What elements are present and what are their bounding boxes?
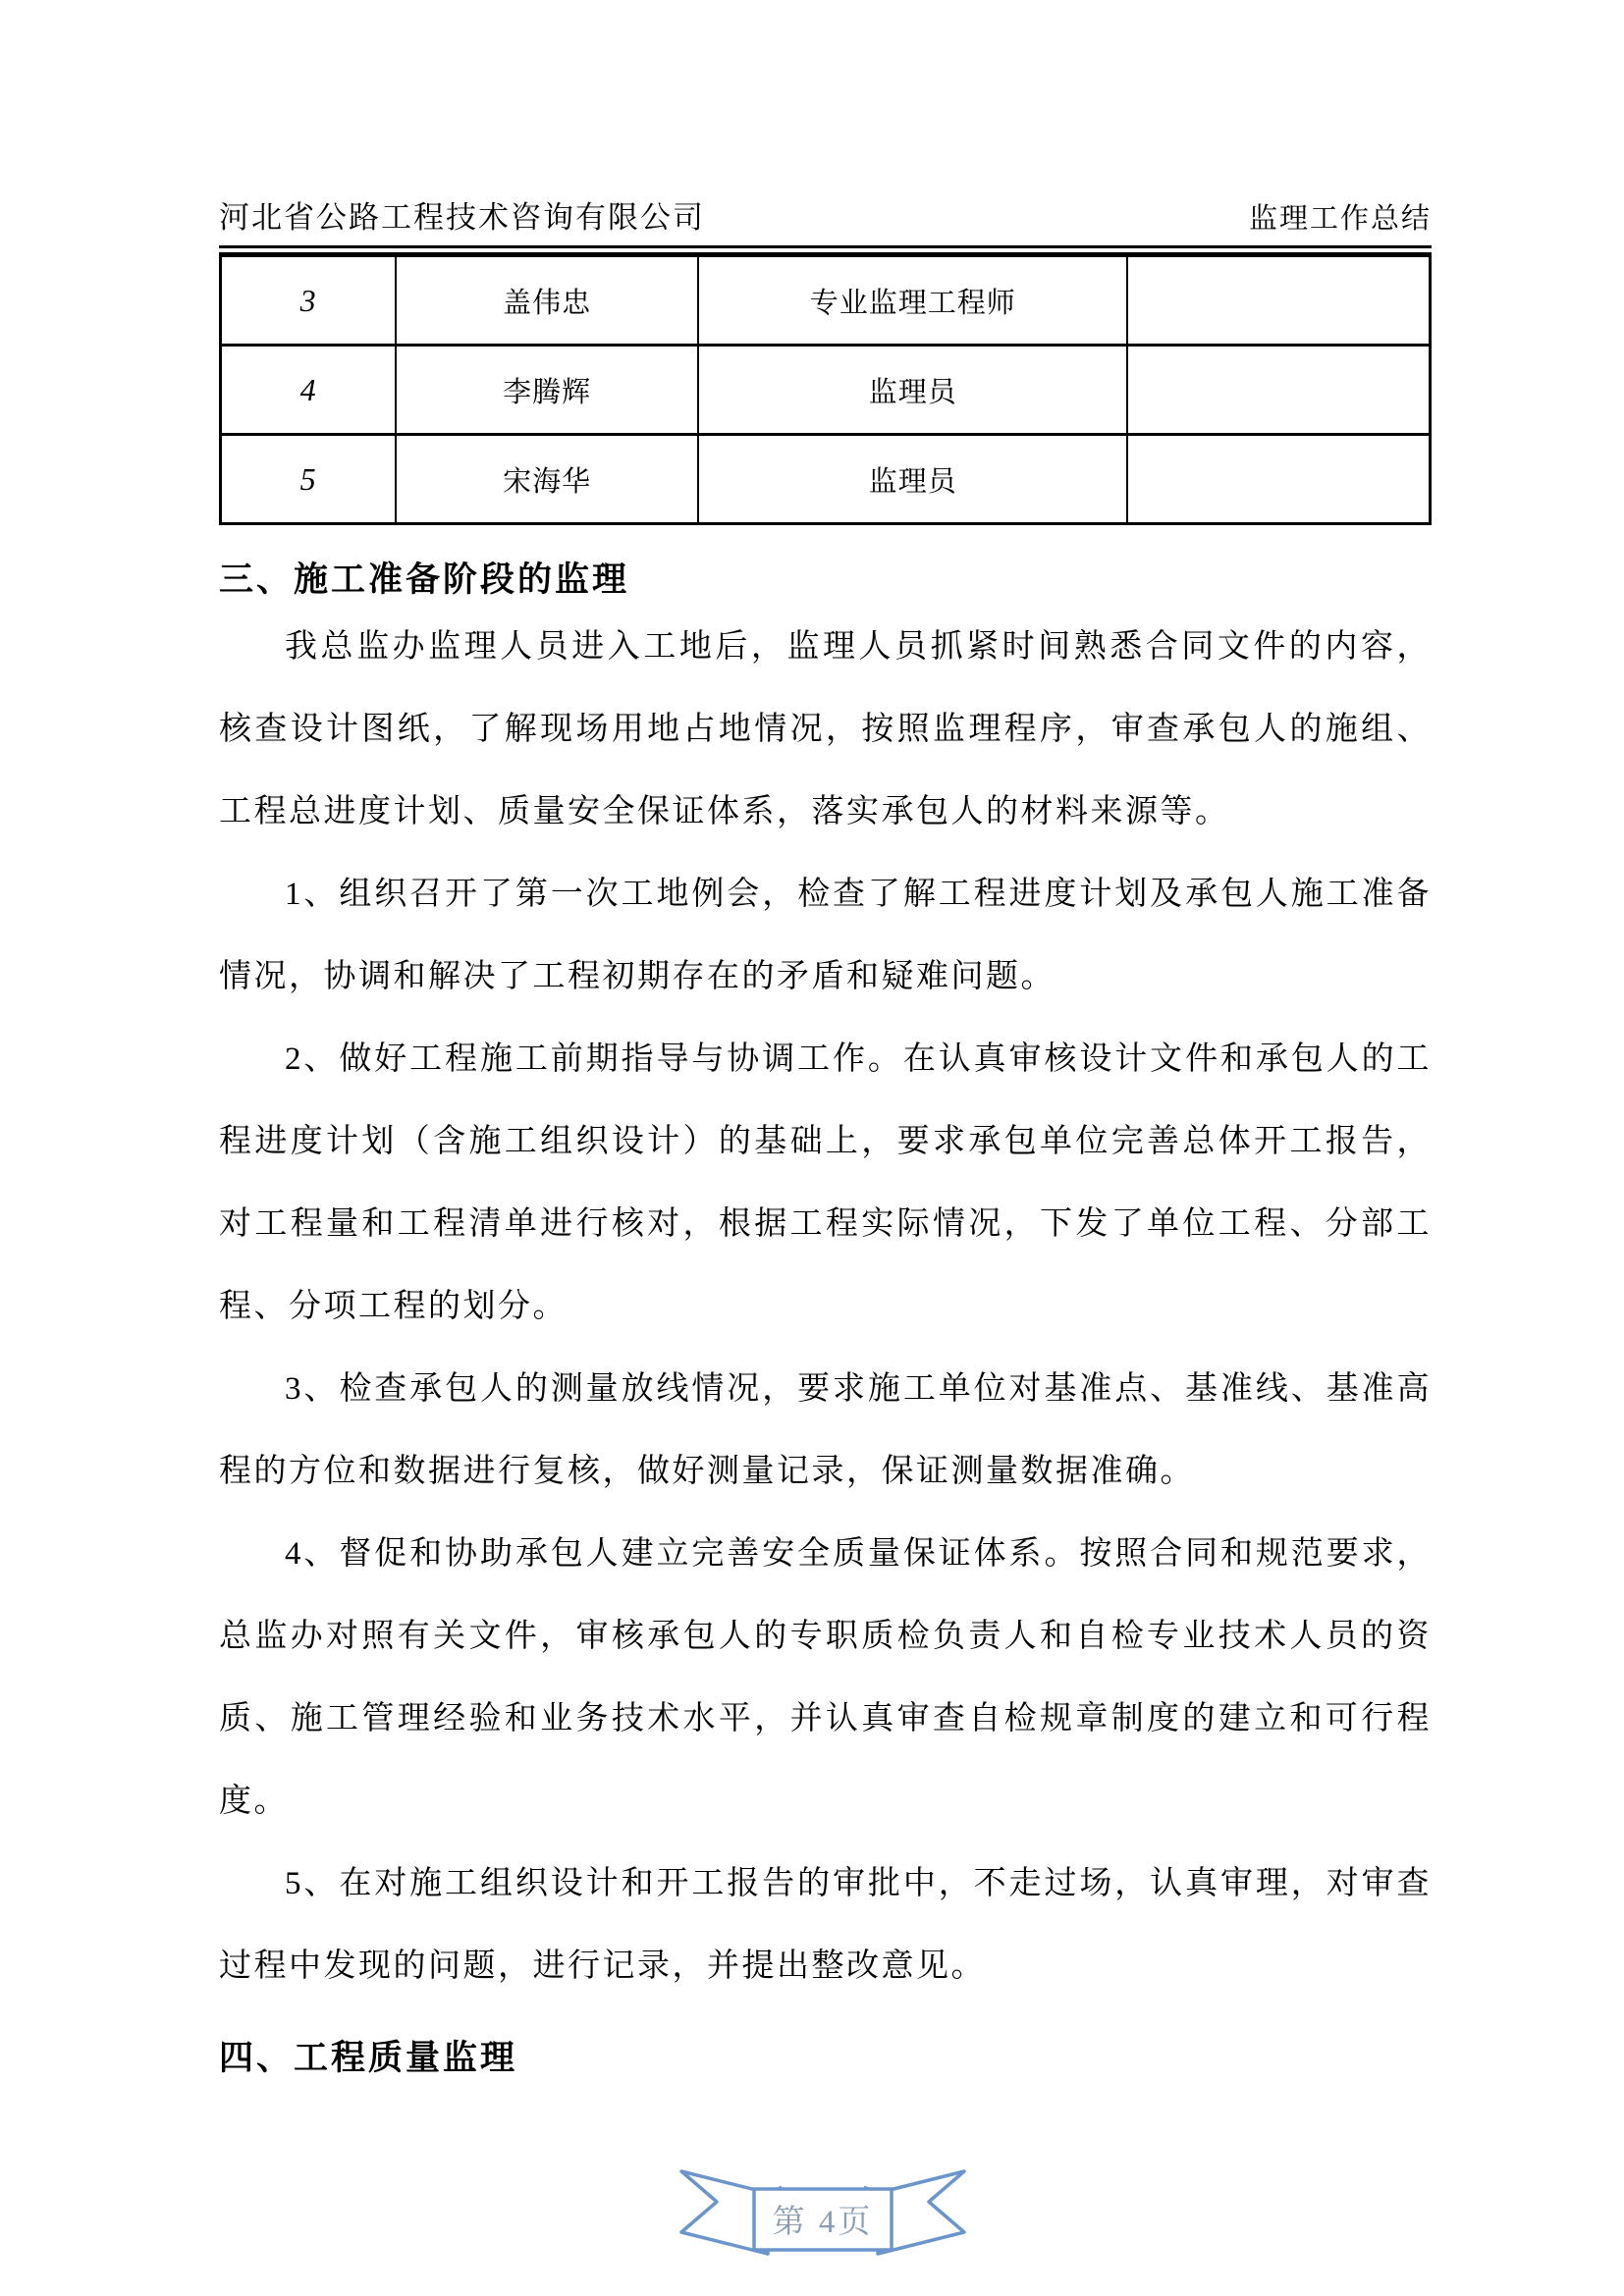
paragraph: 我总监办监理人员进入工地后，监理人员抓紧时间熟悉合同文件的内容，核查设计图纸，了解现场用地占地情况，按照监理程序，审查承包人的施组、工程总进度计划、质量安全保证体系，落实承包人的材料来源等。 — [219, 629, 1432, 829]
paragraph: 1、组织召开了第一次工地例会，检查了解工程进度计划及承包人施工准备情况，协调和解决了工程初期存在的矛盾和疑难问题。 — [219, 877, 1432, 994]
paragraph: 3、检查承包人的测量放线情况，要求施工单位对基准点、基准线、基准高程的方位和数据进行复核，做好测量记录，保证测量数据准确。 — [219, 1371, 1432, 1489]
cell-note — [1127, 435, 1430, 524]
cell-role: 监理员 — [698, 346, 1127, 435]
paragraph: 4、督促和协助承包人建立完善安全质量保证体系。按照合同和规范要求，总监办对照有关文件，审核承包人的专职质检负责人和自检专业技术人员的资质、施工管理经验和业务技术水平，并认真审查自检规章制度的建立和可行程度。 — [219, 1536, 1432, 1819]
ribbon-banner-icon — [679, 2163, 966, 2258]
cell-name: 李腾辉 — [396, 346, 698, 435]
cell-row-number: 5 — [221, 435, 397, 524]
cell-name: 盖伟忠 — [396, 255, 698, 346]
cell-name: 宋海华 — [396, 435, 698, 524]
table-row — [221, 435, 1431, 524]
table-row — [221, 255, 1431, 346]
section-body-construction-prep — [219, 606, 1432, 2007]
section-heading-construction-prep: 三、施工准备阶段的监理 — [219, 561, 630, 599]
cell-row-number: 3 — [221, 255, 397, 346]
page-content — [219, 0, 1432, 2084]
cell-role: 专业监理工程师 — [698, 255, 1127, 346]
page-number-label: 第 4页 — [772, 2205, 874, 2240]
doc-title: 监理工作总结 — [1248, 203, 1432, 235]
cell-row-number: 4 — [221, 346, 397, 435]
paragraph: 2、做好工程施工前期指导与协调工作。在认真审核设计文件和承包人的工程进度计划（含施工组织设计）的基础上，要求承包单位完善总体开工报告，对工程量和工程清单进行核对，根据工程实际情况，下发了单位工程、分部工程、分项工程的划分。 — [219, 1041, 1432, 1324]
cell-note — [1127, 346, 1430, 435]
company-name: 河北省公路工程技术咨询有限公司 — [219, 200, 705, 235]
cell-note — [1127, 255, 1430, 346]
section-heading-quality: 四、工程质量监理 — [219, 2039, 518, 2077]
cell-role: 监理员 — [698, 435, 1127, 524]
staff-table — [219, 252, 1432, 525]
paragraph: 5、在对施工组织设计和开工报告的审批中，不走过场，认真审理，对审查过程中发现的问题，进行记录，并提出整改意见。 — [219, 1866, 1432, 1984]
page-header — [219, 192, 1432, 248]
page-number-ribbon — [679, 2163, 966, 2258]
table-row — [221, 346, 1431, 435]
